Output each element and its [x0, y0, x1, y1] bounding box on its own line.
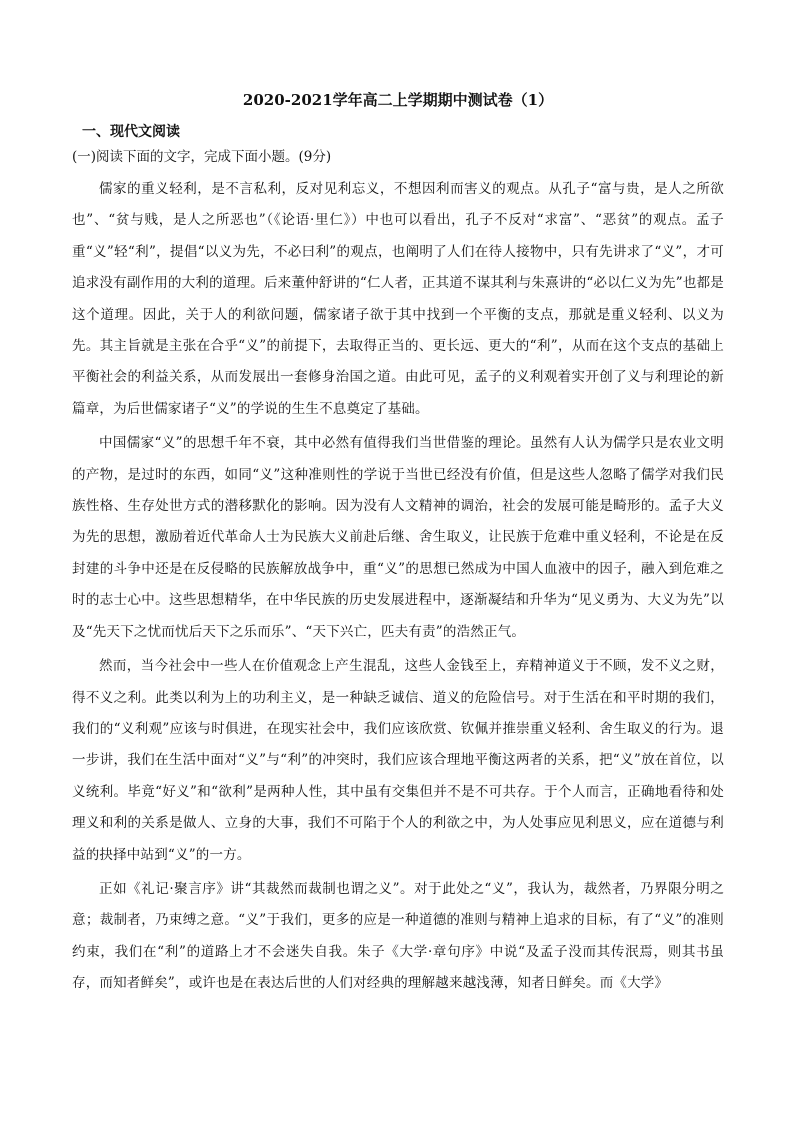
document-title: 2020-2021学年高二上学期期中测试卷（1）: [242, 91, 554, 109]
paragraph-2: 中国儒家“义”的思想千年不衰，其中必然有值得我们当世借鉴的理论。虽然有人认为儒学只是农业文明的产物，是过时的东西，如同“义”这种准则性的学说于当世已经没有价值，但是这些人忽略了儒学对我们民族性格、生存处世方式的潜移默化的影响。因为没有人文精神的调治，社会的发展可能是畸形的。孟子大义为先的思想，激励着近代革命人士为民族大义前赴后继、舍生取义，让民族于危难中重义轻利，不论是在反封建的斗争中还是在反侵略的民族解放战争中，重“义”的思想已然成为中国人血液中的因子，融入到危难之时的志士心中。这些思想精华，在中华民族的历史发展进程中，逐渐凝结和升华为“见义勇为、大义为先”以及“先天下之忧而忧后天下之乐而乐”、“天下兴亡，匹夫有责”的浩然正气。: [72, 435, 724, 640]
paragraph-4: 正如《礼记·聚言序》讲“其裁然而裁制也谓之义”。对于此处之“义”，我认为，裁然者，乃界限分明之意；裁制者，乃束缚之意。“义”于我们，更多的应是一种道德的准则与精神上追求的目标，有了“义”的准则约束，我们在“利”的道路上才不会迷失自我。朱子《大学·章句序》中说“及孟子没而其传泯焉，则其书虽存，而知者鲜矣”，或许也是在表达后世的人们对经典的理解越来越浅薄，知者日鲜矣。而《大学》: [72, 880, 724, 992]
paragraph-3: 然而，当今社会中一些人在价值观念上产生混乱，这些人金钱至上，弃精神道义于不顾，发不义之财，得不义之利。此类以利为上的功利主义，是一种缺乏诚信、道义的危险信号。对于生活在和平时期的我们，我们的“义利观”应该与时俱进，在现实社会中，我们应该欣赏、钦佩并推崇重义轻利、舍生取义的行为。退一步讲，我们在生活中面对“义”与“利”的冲突时，我们应该合理地平衡这两者的关系，把“义”放在首位，以义统利。毕竟“好义”和“欲利”是两种人性，其中虽有交集但并不是不可共存。于个人而言，正确地看待和处理义和利的关系是做人、立身的大事，我们不可陷于个人的利欲之中，为人处事应见利思义，应在道德与利益的抉择中站到“义”的一方。: [72, 658, 724, 863]
section-heading: 一、现代文阅读: [82, 124, 180, 140]
paragraph-1: 儒家的重义轻利，是不言私利，反对见利忘义，不想因利而害义的观点。从孔子“富与贵，是人之所欲也”、“贫与贱，是人之所恶也”（《论语·里仁》）中也可以看出，孔子不反对“求富”、“恶贫”的观点。孟子重“义”轻“利”，提倡“以义为先，不必曰利”的观点，也阐明了人们在待人接物中，只有先讲求了“义”，才可追求没有副作用的大利的道理。后来董仲舒讲的“仁人者，正其道不谋其利与朱熹讲的“必以仁义为先”也都是这个道理。因此，关于人的利欲问题，儒家诸子欲于其中找到一个平衡的支点，那就是重义轻利、以义为先。其主旨就是主张在合乎“义”的前提下，去取得正当的、更长远、更大的“利”，从而在这个支点的基础上平衡社会的利益关系，从而发展出一套修身治国之道。由此可见，孟子的义利观着实开创了义与利理论的新篇章，为后世儒家诸子“义”的学说的生生不息奠定了基础。: [72, 181, 724, 417]
subsection-instruction: (一)阅读下面的文字，完成下面小题。(9分): [72, 149, 332, 165]
